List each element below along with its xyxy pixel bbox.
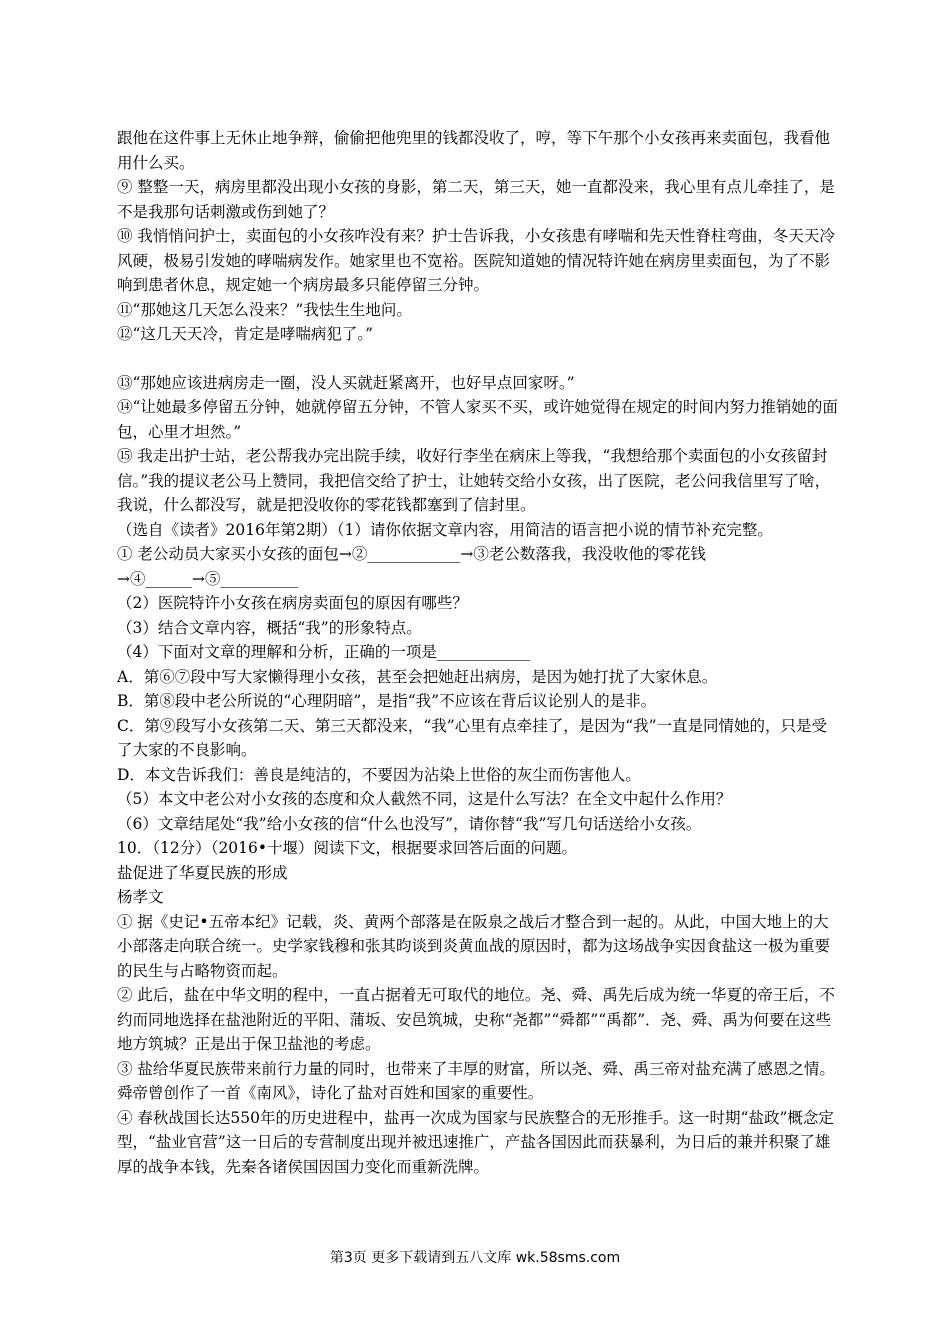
paragraph: ⑩ 我悄悄问护士，卖面包的小女孩咋没有来？护士告诉我，小女孩患有哮喘和先天性脊柱弯曲，冬天天冷风硬，极易引发她的哮喘病发作。她家里也不宽裕。医院知道她的情况特许她在病房里卖面包，为了不影响到患者休息，规定她一个病房最多只能停留三分钟。 (117, 227, 835, 294)
question-intro: （选自《读者》2016年第2期）（1）请你依据文章内容，用简洁的语言把小说的情节补充完整。 (117, 520, 773, 539)
question-3: （3）结合文章内容，概括“我”的形象特点。 (117, 618, 422, 637)
paragraph: ⑫“这几天天冷，肯定是哮喘病犯了。” (117, 325, 374, 343)
page-footer: 第3页 更多下载请到五八文库 wk.58sms.com (329, 1250, 621, 1266)
question-5: （5）本文中老公对小女孩的态度和众人截然不同，这是什么写法？在全文中起什么作用？ (117, 790, 732, 808)
paragraph: ⑬“那她应该进病房走一圈，没人买就赶紧离开，也好早点回家呀。” (117, 373, 575, 392)
paragraph: ① 据《史记•五帝本纪》记载，炎、黄两个部落是在阪泉之战后才整合到一起的。从此，中国大地上的大小部落走向联合统一。史学家钱穆和张其昀谈到炎黄血战的原因时，都为这场战争实因食盐这一极为重要的民生与占略物资而起。 (117, 912, 831, 980)
paragraph: ⑭“让她最多停留五分钟，她就停留五分钟，不管人家买不买，或许她觉得在规定的时间内努力推销她的面包，心里才坦然。” (117, 398, 838, 441)
paragraph: ③ 盐给华夏民族带来前行力量的同时，也带来了丰厚的财富，所以尧、舜、禹三帝对盐充满了感恩之情。舜帝曾创作了一首《南风》，诗化了盐对百姓和国家的重要性。 (117, 1059, 835, 1102)
paragraph: ⑨ 整整一天，病房里都没出现小女孩的身影，第二天，第三天，她一直都没来，我心里有点儿牵挂了，是不是我那句话刺激或伤到她了？ (117, 178, 835, 221)
option-a: A．第⑥⑦段中写大家懒得理小女孩，甚至会把她赶出病房，是因为她打扰了大家休息。 (117, 667, 718, 686)
option-c: C．第⑨段写小女孩第二天、第三天都没来，“我”心里有点牵挂了，是因为“我”一直是同情她的，只是受了大家的不良影响。 (117, 716, 828, 759)
paragraph: ⑪“那她这几天怎么没来？”我怯生生地问。 (117, 300, 412, 319)
paragraph: 跟他在这件事上无休止地争辩，偷偷把他兜里的钱都没收了，哼，等下午那个小女孩再来卖面包，我看他用什么买。 (117, 129, 831, 172)
blank-line (117, 347, 839, 371)
paragraph: ⑮ 我走出护士站，老公帮我办完出院手续，收好行李坐在病床上等我，“我想给那个卖面包的小女孩留封信。”我的提议老公马上赞同，我把信交给了护士，让她转交给小女孩，出了医院，老公问我信里写了啥，我说，什么都没写，就是把没收你的零花钱都塞到了信封里。 (117, 447, 831, 514)
question-4: （4）下面对文章的理解和分析，正确的一项是____________ (117, 643, 530, 661)
article-author: 杨孝文 (117, 888, 164, 906)
plot-fill-blank: ① 老公动员大家买小女孩的面包→②____________→③老公数落我，我没收他的零花钱→④______→⑤__________ (117, 545, 706, 588)
question-2: （2）医院特许小女孩在病房卖面包的原因有哪些？ (117, 594, 468, 612)
question-6: （6）文章结尾处“我”给小女孩的信“什么也没写”，请你替“我”写几句话送给小女孩。 (117, 814, 702, 833)
document-body (117, 126, 839, 1179)
paragraph: ④ 春秋战国长达550年的历史进程中，盐再一次成为国家与民族整合的无形推手。这一时期“盐政”概念定型，“盐业官营”这一日后的专营制度出现并被迅速推广，产盐各国因此而获暴利，为日后的兼并积聚了雄厚的战争本钱，先秦各诸侯国因国力变化而重新洗牌。 (117, 1108, 834, 1176)
option-b: B．第⑧段中老公所说的“心理阴暗”，是指“我”不应该在背后议论别人的是非。 (117, 692, 657, 710)
question-10-header: 10．（12分）（2016•十堰）阅读下文，根据要求回答后面的问题。 (117, 839, 578, 857)
option-d: D．本文告诉我们：善良是纯洁的，不要因为沾染上世俗的灰尘而伤害他人。 (117, 765, 641, 784)
article-title: 盐促进了华夏民族的形成 (117, 863, 288, 882)
paragraph: ② 此后，盐在中华文明的程中，一直占据着无可取代的地位。尧、舜、禹先后成为统一华夏的帝王后，不约而同地选择在盐池附近的平阳、蒲坂、安邑筑城，史称“尧都”“舜都”“禹都”．尧、舜、禹为何要在这些地方筑城？正是出于保卫盐池的考虑。 (117, 986, 835, 1053)
